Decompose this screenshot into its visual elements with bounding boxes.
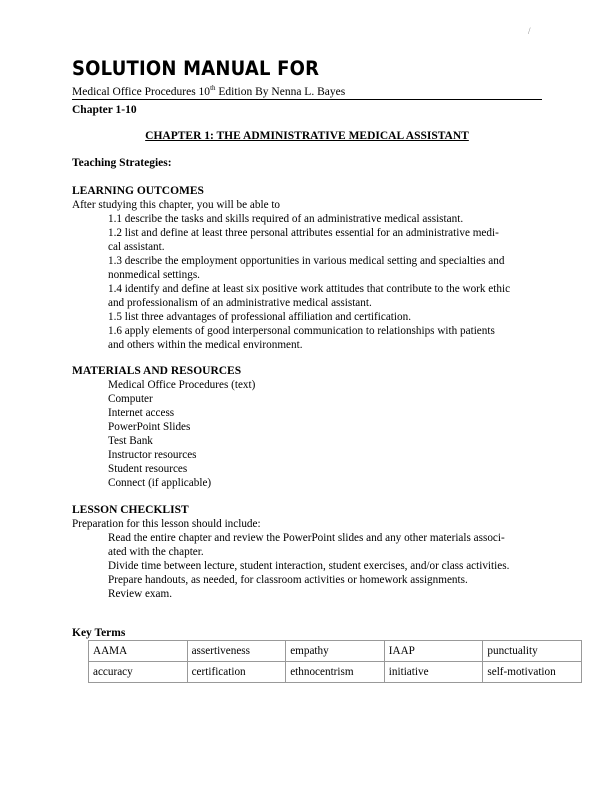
list-item: Divide time between lecture, student interaction, student exercises, and/or class activities. [108,560,510,572]
materials-list [108,378,544,490]
list-item: cal assistant. [108,241,165,253]
checklist-list [108,531,544,601]
list-item: Computer [108,393,153,405]
list-item: Connect (if applicable) [108,477,212,489]
list-item: and professionalism of an administrative medical assistant. [108,297,372,309]
list-item: 1.5 list three advantages of professional affiliation and certification. [108,311,411,323]
key-terms-heading: Key Terms [72,627,126,639]
table-cell: self-motivation [483,662,582,683]
list-item: 1.1 describe the tasks and skills required of an administrative medical assistant. [108,213,464,225]
list-item: Read the entire chapter and review the PowerPoint slides and any other materials associ- [108,532,505,544]
chapter-heading: CHAPTER 1: THE ADMINISTRATIVE MEDICAL ASSISTANT [145,130,469,142]
subtitle-superscript: th [210,84,216,93]
list-item: 1.3 describe the employment opportunities in various medical setting and specialties and [108,255,505,267]
list-item: Prepare handouts, as needed, for classroom activities or homework assignments. [108,574,468,586]
subtitle-text-rest: Edition By Nenna L. Bayes [215,86,346,98]
table-row [89,641,582,662]
table-cell: punctuality [483,641,582,662]
document-title: SOLUTION MANUAL FOR [72,57,320,81]
list-item: Review exam. [108,588,172,600]
learning-outcomes-heading: LEARNING OUTCOMES [72,185,204,197]
list-item: Internet access [108,407,175,419]
subtitle-text: Medical Office Procedures 10 [72,86,211,98]
list-item: Test Bank [108,435,153,447]
table-cell: ethnocentrism [286,662,385,683]
list-item: 1.4 identify and define at least six positive work attitudes that contribute to the work ethic [108,283,511,295]
list-item: 1.6 apply elements of good interpersonal communication to relationships with patients [108,325,495,337]
header-rule [72,99,542,100]
table-cell: IAAP [384,641,483,662]
table-cell: accuracy [89,662,188,683]
table-cell: empathy [286,641,385,662]
list-item: and others within the medical environment. [108,339,303,351]
list-item: Instructor resources [108,449,197,461]
table-cell: certification [187,662,286,683]
table-cell: AAMA [89,641,188,662]
table-cell: initiative [384,662,483,683]
learning-outcomes-intro: After studying this chapter, you will be able to [72,199,281,211]
materials-heading: MATERIALS AND RESOURCES [72,365,242,377]
learning-outcomes-list [108,212,544,352]
table-cell: assertiveness [187,641,286,662]
teaching-strategies-heading: Teaching Strategies: [72,157,172,169]
list-item: ated with the chapter. [108,546,204,558]
key-terms-table [88,640,582,683]
chapter-range: Chapter 1-10 [72,104,137,116]
checklist-intro: Preparation for this lesson should include: [72,518,261,530]
document-subtitle [72,85,345,99]
table-row [89,662,582,683]
list-item: Medical Office Procedures (text) [108,379,256,391]
list-item: PowerPoint Slides [108,421,191,433]
list-item: Student resources [108,463,188,475]
page-mark: / [528,26,531,36]
list-item: nonmedical settings. [108,269,200,281]
checklist-heading: LESSON CHECKLIST [72,504,189,516]
list-item: 1.2 list and define at least three personal attributes essential for an administrative medi- [108,227,499,239]
